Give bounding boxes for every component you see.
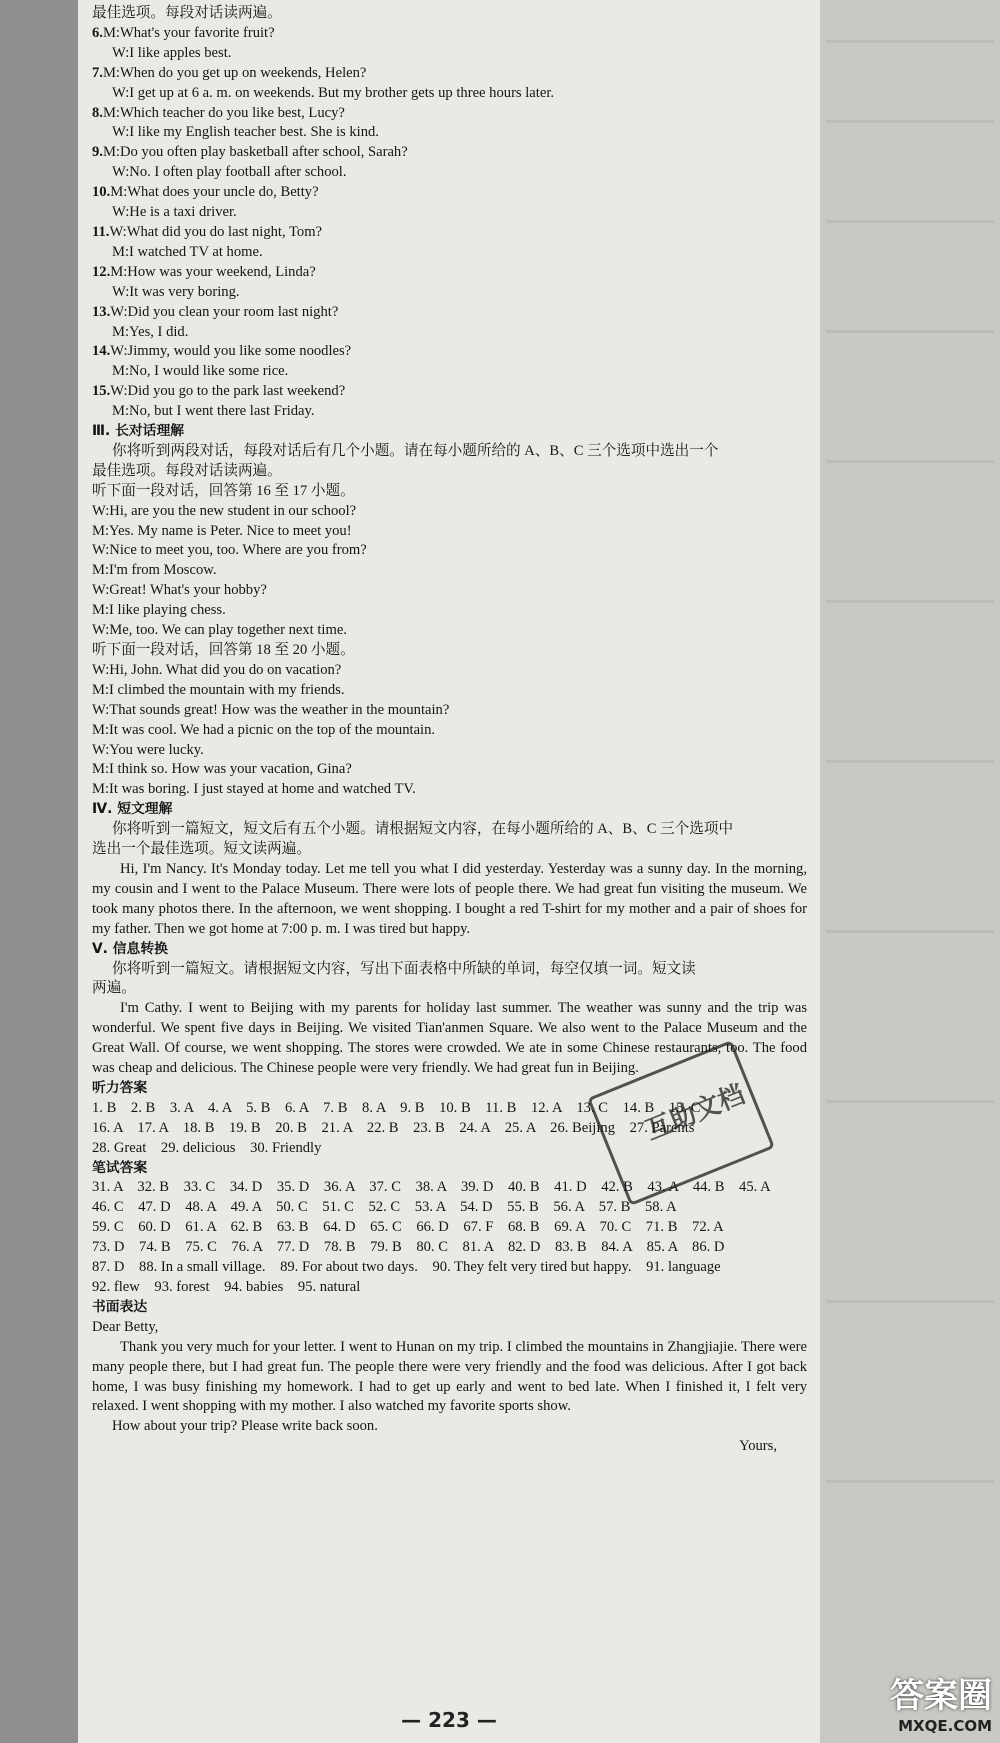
dialog-line: [92, 303, 807, 323]
answer-line: 73. D 74. B 75. C 76. A 77. D 78. B 79. B 80. C 81. A 82. D 83. B 84. A 85. A 86. D: [92, 1239, 725, 1256]
dialog-number: 9.: [92, 144, 103, 161]
dialog-speaker-b: M:Yes, I did.: [112, 323, 189, 340]
section-intro: 你将听到一篇短文。请根据短文内容，写出下面表格中所缺的单词，每空仅填一词。短文读: [112, 960, 696, 977]
dialog-number: 7.: [92, 64, 103, 81]
dialog-line: W:Nice to meet you, too. Where are you from?: [92, 542, 367, 559]
dialog-line: W:Hi, John. What did you do on vacation?: [92, 661, 342, 678]
dialog-line: [92, 183, 807, 203]
answer-line: 31. A 32. B 33. C 34. D 35. D 36. A 37. C 38. A 39. D 40. B 41. D 42. B 43. A 44. B 45. A: [92, 1179, 771, 1196]
passage-text: I'm Cathy. I went to Beijing with my parents for holiday last summer. The weather was sunny and the trip was wonderful. We spent five days in Beijing. We visited Tian'anmen Square. We also went to the Palace Museum and the Great Wall. Of course, we went shopping. The stores were crowded. We ate in some Chinese restaurants, too. The food was cheap and delicious. The Chinese people were very friendly. We had great fun in Beijing.: [92, 1000, 807, 1077]
dialog-line: [92, 24, 807, 44]
dialog-line: M:It was boring. I just stayed at home and watched TV.: [92, 781, 416, 798]
stamp-text: 互助文档: [641, 1079, 750, 1147]
dialog-line: M:Yes. My name is Peter. Nice to meet you!: [92, 522, 352, 539]
document-page: [78, 0, 820, 1743]
section-intro: 最佳选项。每段对话读两遍。: [92, 462, 282, 479]
dialog-speaker-b: M:I watched TV at home.: [112, 243, 263, 260]
writing-title: 书面表达: [92, 1298, 148, 1315]
page-number: — 223 —: [401, 1708, 497, 1732]
dialog-speaker-a: M:What's your favorite fruit?: [102, 24, 275, 41]
dialog-line: W:That sounds great! How was the weather in the mountain?: [92, 701, 450, 718]
sub-instruction: 听下面一段对话，回答第 16 至 17 小题。: [92, 482, 355, 499]
answer-line: 46. C 47. D 48. A 49. A 50. C 51. C 52. C 53. A 54. D 55. B 56. A 57. B 58. A: [92, 1199, 677, 1216]
dialog-speaker-b: W:I like apples best.: [112, 44, 232, 61]
watermark-site: MXQE.COM: [898, 1717, 992, 1735]
dialog-number: 11.: [92, 223, 110, 240]
intro-tail: 最佳选项。每段对话读两遍。: [92, 5, 282, 21]
watermark-logo: [890, 1668, 992, 1735]
section-intro: 选出一个最佳选项。短文读两遍。: [92, 841, 311, 858]
dialog-number: 12.: [92, 263, 111, 280]
section-title: Ⅳ. 短文理解: [92, 801, 173, 818]
dialog-speaker-a: M:How was your weekend, Linda?: [110, 263, 316, 280]
dialog-speaker-b: W:No. I often play football after school.: [112, 164, 347, 181]
dialog-line: [92, 342, 807, 362]
section-title: Ⅴ. 信息转换: [92, 940, 168, 957]
short-dialogs: [92, 24, 807, 422]
dialog-speaker-b: M:No, but I went there last Friday.: [112, 403, 315, 420]
dialog-speaker-a: M:What does your uncle do, Betty?: [110, 184, 319, 201]
section-intro: 你将听到两段对话，每段对话后有几个小题。请在每小题所给的 A、B、C 三个选项中选出一个: [112, 442, 719, 459]
watermark-title: 答案圈: [890, 1676, 992, 1716]
dialog-line: [92, 263, 807, 283]
dialog-speaker-a: M:Which teacher do you like best, Lucy?: [102, 104, 345, 121]
dialog-line: [92, 143, 807, 163]
adjacent-page-bleed: [820, 0, 1000, 1743]
sub-instruction: 听下面一段对话，回答第 18 至 20 小题。: [92, 642, 355, 658]
answer-line: 16. A 17. A 18. B 19. B 20. B 21. A 22. B 23. B 24. A 25. A 26. Beijing 27. Parents: [92, 1119, 695, 1136]
long-dialog-2: [92, 661, 807, 800]
dialog-number: 8.: [92, 104, 103, 121]
dialog-line: [92, 64, 807, 84]
dialog-speaker-a: M:Do you often play basketball after school, Sarah?: [102, 144, 408, 161]
dialog-line: M:I'm from Moscow.: [92, 562, 217, 579]
dialog-line: W:You were lucky.: [92, 741, 204, 758]
answers-title: 听力答案: [92, 1079, 148, 1096]
answer-line: 92. flew 93. forest 94. babies 95. natural: [92, 1279, 361, 1295]
dialog-line: M:I like playing chess.: [92, 602, 226, 619]
text-column: [92, 4, 807, 1457]
written-answers: [92, 1178, 807, 1297]
dialog-line: W:Hi, are you the new student in our school?: [92, 502, 357, 519]
dialog-speaker-b: W:He is a taxi driver.: [112, 204, 237, 221]
dialog-speaker-a: W:Did you go to the park last weekend?: [110, 383, 346, 400]
dialog-line: M:I think so. How was your vacation, Gina?: [92, 761, 352, 778]
dialog-speaker-b: W:I like my English teacher best. She is kind.: [112, 124, 379, 141]
dialog-line: [92, 223, 807, 243]
answer-line: 1. B 2. B 3. A 4. A 5. B 6. A 7. B 8. A 9. B 10. B 11. B 12. A 13. C 14. B 15. C: [92, 1099, 701, 1116]
answer-line: 28. Great 29. delicious 30. Friendly: [92, 1139, 322, 1156]
dialog-line: [92, 382, 807, 402]
dialog-line: W:Me, too. We can play together next time.: [92, 622, 347, 639]
answer-line: 87. D 88. In a small village. 89. For about two days. 90. They felt very tired but happy. 91. language: [92, 1259, 721, 1276]
passage-text: Hi, I'm Nancy. It's Monday today. Let me tell you what I did yesterday. Yesterday was a sunny day. In the morning, my cousin and I went to the Palace Museum. There were lots of people there. We had great fun visiting the museum. We took many photos there. In the afternoon, we went shopping. I bought a red T-shirt for my mother and a pair of shoes for my father. Then we got home at 7:00 p. m. I was tired but happy.: [92, 860, 807, 937]
dialog-line: M:I climbed the mountain with my friends.: [92, 681, 345, 698]
dialog-speaker-a: W:What did you do last night, Tom?: [109, 223, 323, 240]
dialog-speaker-a: M:When do you get up on weekends, Helen?: [102, 64, 367, 81]
long-dialog-1: [92, 502, 807, 641]
answers-title: 笔试答案: [92, 1159, 148, 1176]
dialog-line: W:Great! What's your hobby?: [92, 582, 267, 599]
answer-line: 59. C 60. D 61. A 62. B 63. B 64. D 65. C 66. D 67. F 68. B 69. A 70. C 71. B 72. A: [92, 1219, 724, 1236]
dialog-number: 13.: [92, 303, 111, 320]
letter-closing: How about your trip? Please write back soon.: [112, 1418, 378, 1435]
dialog-number: 6.: [92, 24, 103, 41]
section-intro: 两遍。: [92, 980, 136, 997]
dialog-speaker-b: M:No, I would like some rice.: [112, 363, 289, 380]
dialog-speaker-b: W:It was very boring.: [112, 283, 240, 300]
letter-body: Thank you very much for your letter. I went to Hunan on my trip. I climbed the mountains in Zhangjiajie. There were many people there, but I had great fun. The people there were very friendly and the food was delicious. After I got back home, I was busy finishing my homework. I had to get up early and went to bed late. When I finished it, I felt very relaxed. I went shopping with my mother. I also watched my favorite sports show.: [92, 1338, 807, 1415]
dialog-line: [92, 104, 807, 124]
dialog-number: 14.: [92, 343, 111, 360]
dialog-speaker-a: W:Jimmy, would you like some noodles?: [110, 343, 352, 360]
dialog-line: M:It was cool. We had a picnic on the top of the mountain.: [92, 721, 436, 738]
section-intro: 你将听到一篇短文，短文后有五个小题。请根据短文内容，在每小题所给的 A、B、C 三个选项中: [112, 821, 734, 838]
dialog-speaker-b: W:I get up at 6 a. m. on weekends. But my brother gets up three hours later.: [112, 84, 555, 101]
dialog-number: 15.: [92, 383, 111, 400]
letter-sign: Yours,: [739, 1438, 777, 1455]
dialog-number: 10.: [92, 184, 111, 201]
section-title: Ⅲ. 长对话理解: [92, 423, 185, 440]
letter-salutation: Dear Betty,: [92, 1318, 159, 1335]
dialog-speaker-a: W:Did you clean your room last night?: [110, 303, 339, 320]
